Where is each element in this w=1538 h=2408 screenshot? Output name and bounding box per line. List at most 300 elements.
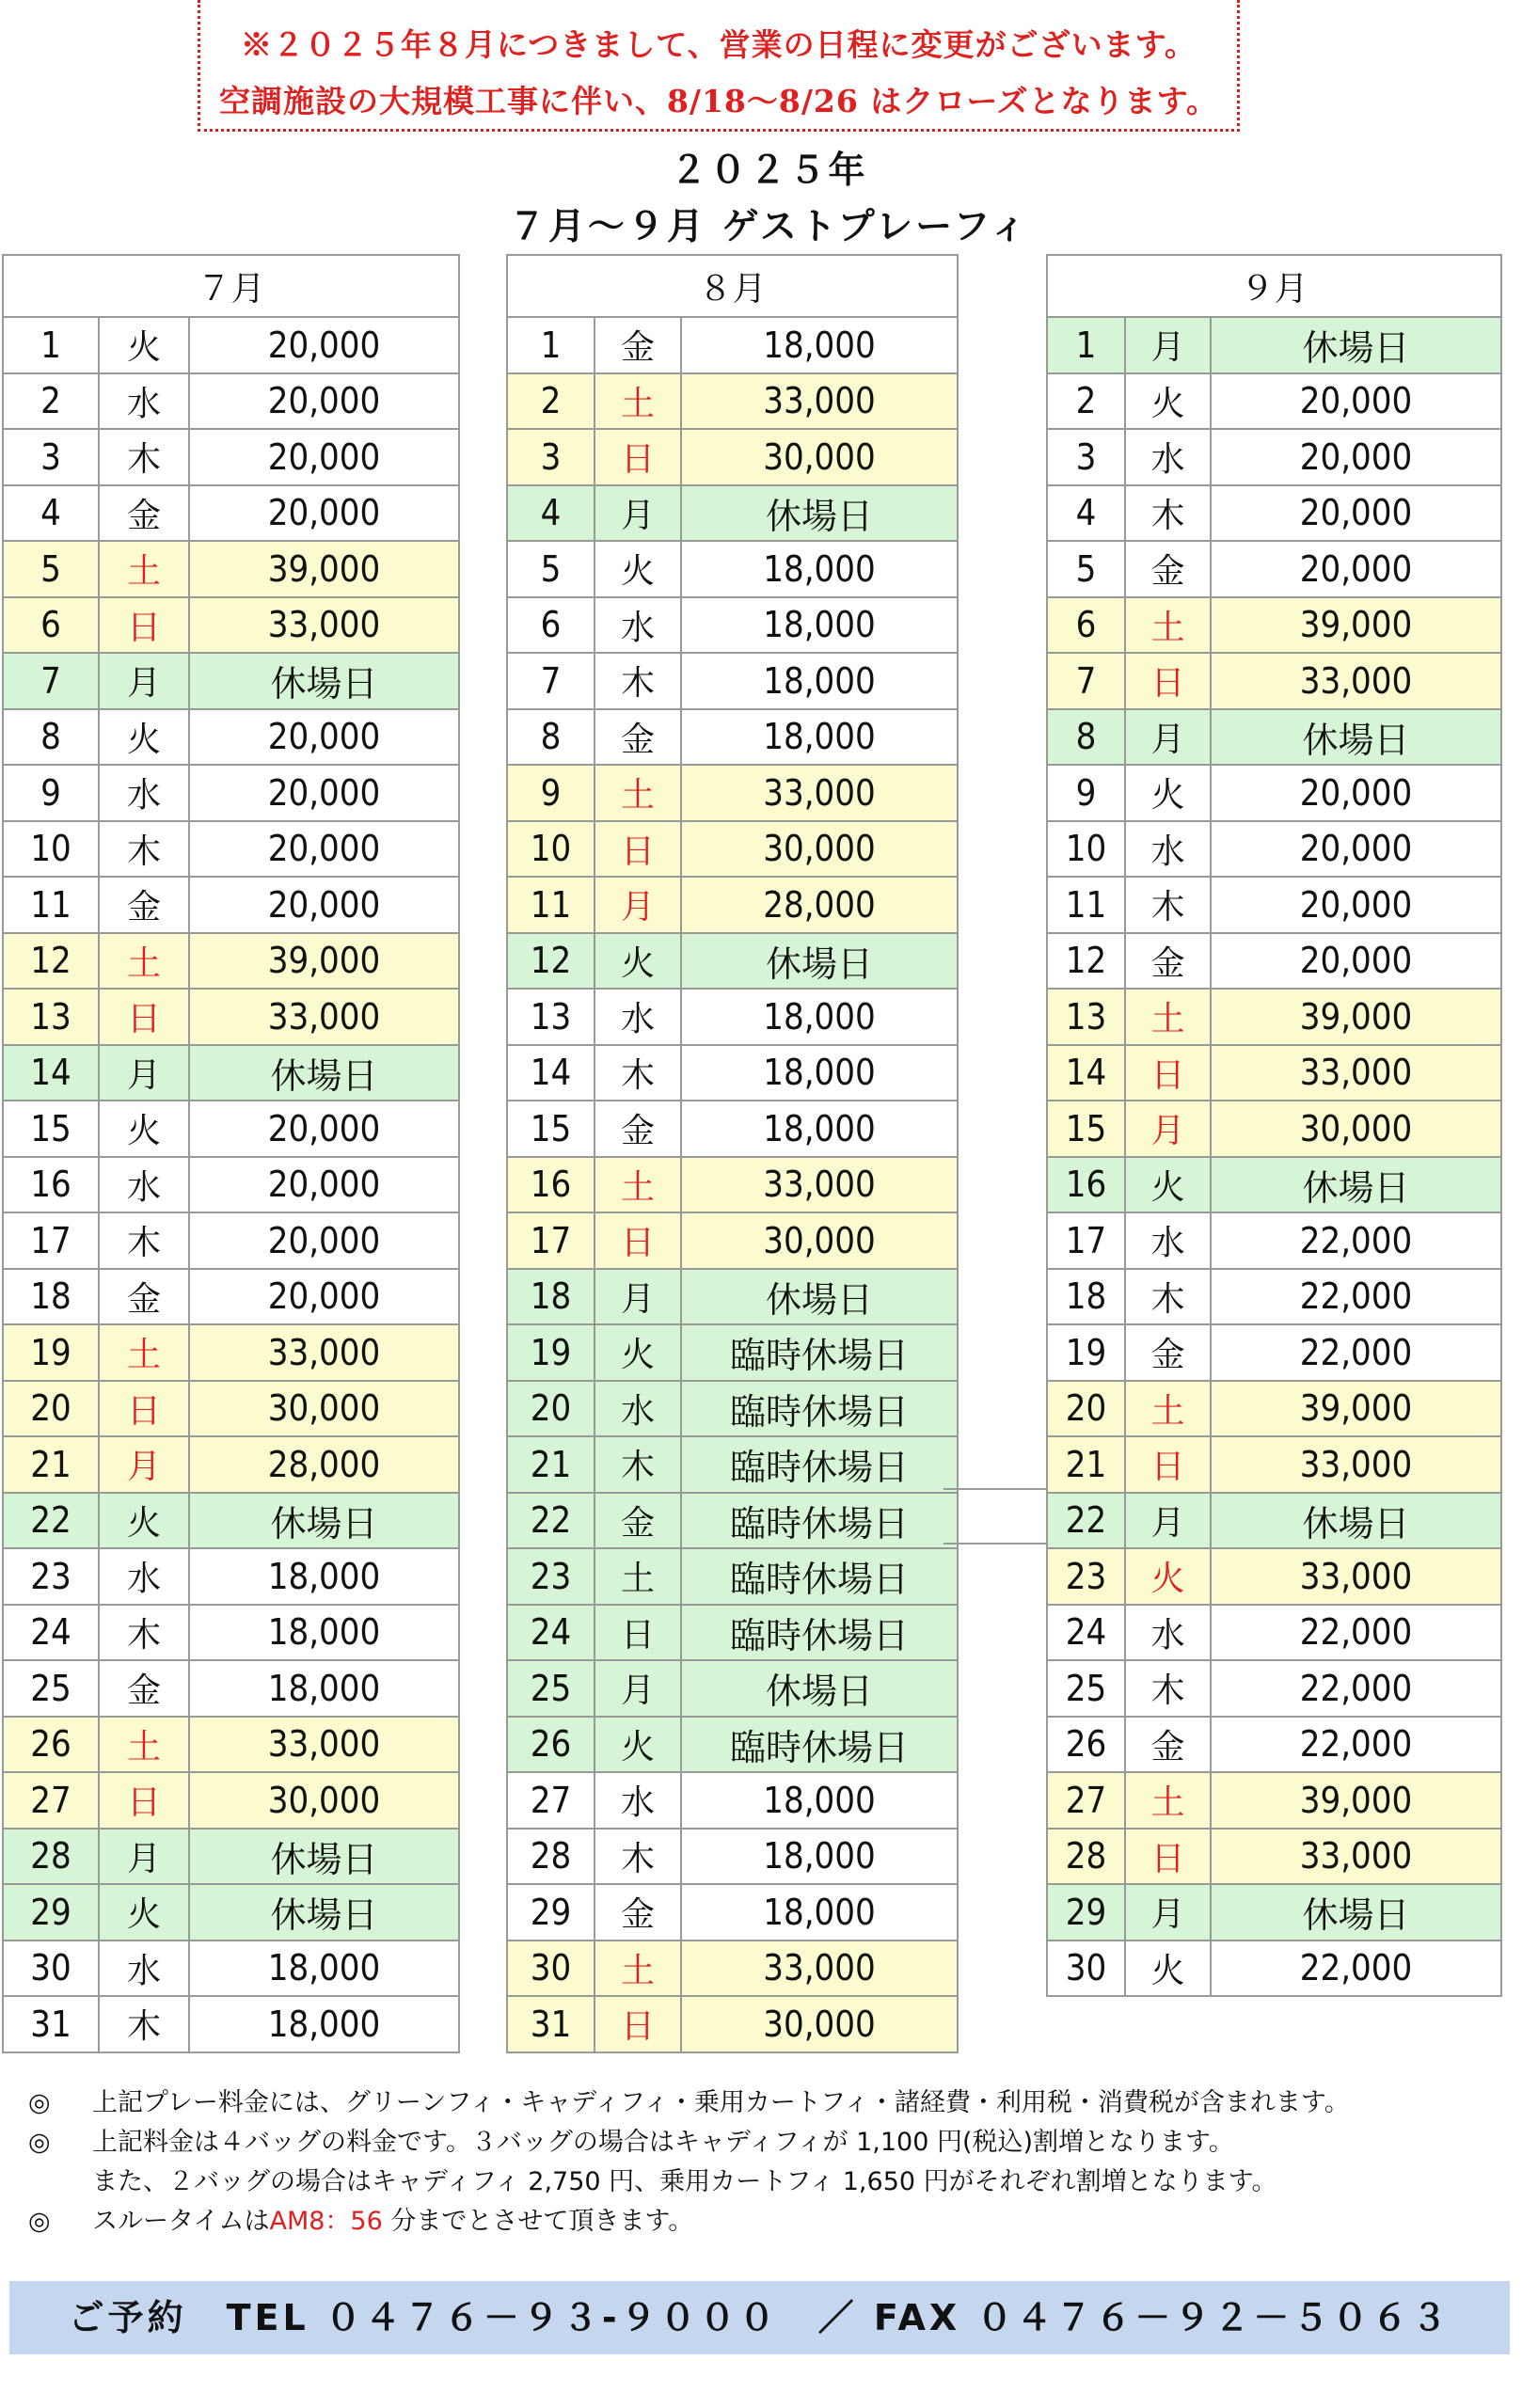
price-cell: 20,000	[1211, 877, 1501, 933]
table-row	[507, 821, 958, 878]
price-cell: 18,000	[189, 1660, 459, 1717]
price-cell: 30,000	[681, 821, 958, 878]
double-circle-icon: ◎	[28, 2088, 51, 2117]
row-connector-line	[943, 1543, 1046, 1545]
table-row	[3, 1605, 459, 1661]
price-cell: 33,000	[189, 597, 459, 654]
table-row	[3, 597, 459, 654]
date-cell: 10	[1047, 821, 1125, 878]
closed-cell: 臨時休場日	[681, 1493, 958, 1549]
weekday-cell: 月	[595, 485, 681, 542]
weekday-cell: 土	[1125, 989, 1211, 1045]
table-row	[3, 317, 459, 373]
date-cell: 19	[1047, 1324, 1125, 1381]
table-row	[507, 1157, 958, 1213]
price-cell: 18,000	[189, 1996, 459, 2052]
date-cell: 29	[1047, 1884, 1125, 1941]
table-row	[1047, 1101, 1501, 1157]
price-cell: 20,000	[1211, 765, 1501, 821]
date-cell: 29	[507, 1884, 595, 1941]
table-row	[1047, 709, 1501, 766]
date-cell: 5	[1047, 541, 1125, 597]
weekday-cell: 火	[99, 709, 189, 766]
weekday-cell: 日	[595, 821, 681, 878]
date-cell: 30	[3, 1941, 99, 1997]
date-cell: 25	[507, 1660, 595, 1717]
weekday-cell: 日	[1125, 1829, 1211, 1885]
date-cell: 10	[3, 821, 99, 878]
price-cell: 39,000	[189, 933, 459, 990]
table-row	[3, 1996, 459, 2052]
closed-cell: 臨時休場日	[681, 1605, 958, 1661]
price-cell: 20,000	[189, 485, 459, 542]
price-cell: 22,000	[1211, 1717, 1501, 1773]
table-row	[507, 1269, 958, 1325]
date-cell: 15	[3, 1101, 99, 1157]
weekday-cell: 水	[99, 1548, 189, 1605]
table-row	[507, 989, 958, 1045]
date-cell: 23	[507, 1548, 595, 1605]
table-row	[1047, 1157, 1501, 1213]
date-cell: 13	[507, 989, 595, 1045]
table-row	[507, 709, 958, 766]
date-cell: 30	[507, 1941, 595, 1997]
closed-cell: 臨時休場日	[681, 1548, 958, 1605]
weekday-cell: 木	[1125, 485, 1211, 542]
weekday-cell: 金	[595, 709, 681, 766]
price-cell: 28,000	[189, 1436, 459, 1493]
schedule-change-notice	[198, 0, 1240, 132]
price-cell: 33,000	[189, 1717, 459, 1773]
date-cell: 4	[1047, 485, 1125, 542]
closed-cell: 休場日	[189, 653, 459, 709]
date-cell: 9	[1047, 765, 1125, 821]
weekday-cell: 月	[1125, 709, 1211, 766]
price-cell: 33,000	[1211, 1548, 1501, 1605]
price-cell: 33,000	[681, 373, 958, 430]
date-cell: 25	[3, 1660, 99, 1717]
weekday-cell: 月	[99, 1829, 189, 1885]
date-cell: 2	[3, 373, 99, 430]
date-cell: 17	[507, 1212, 595, 1269]
august-fee-table	[506, 254, 959, 2053]
weekday-cell: 月	[99, 1436, 189, 1493]
price-cell: 20,000	[1211, 933, 1501, 990]
weekday-cell: 土	[99, 1324, 189, 1381]
table-row	[1047, 1324, 1501, 1381]
weekday-cell: 火	[1125, 1941, 1211, 1997]
date-cell: 1	[1047, 317, 1125, 373]
weekday-cell: 火	[99, 1884, 189, 1941]
price-cell: 20,000	[189, 429, 459, 485]
table-row	[507, 1996, 958, 2052]
weekday-cell: 木	[99, 1212, 189, 1269]
table-row	[1047, 1884, 1501, 1941]
date-cell: 31	[507, 1996, 595, 2052]
date-cell: 7	[3, 653, 99, 709]
date-cell: 9	[3, 765, 99, 821]
date-cell: 8	[3, 709, 99, 766]
date-cell: 1	[507, 317, 595, 373]
table-row	[507, 653, 958, 709]
table-row	[3, 485, 459, 542]
table-row	[1047, 429, 1501, 485]
table-row	[507, 373, 958, 430]
weekday-cell: 金	[1125, 933, 1211, 990]
date-cell: 6	[1047, 597, 1125, 654]
table-row	[507, 317, 958, 373]
table-row	[1047, 933, 1501, 990]
price-cell: 33,000	[1211, 1045, 1501, 1101]
weekday-cell: 水	[1125, 821, 1211, 878]
weekday-cell: 水	[595, 1381, 681, 1437]
weekday-cell: 火	[1125, 1548, 1211, 1605]
date-cell: 29	[3, 1884, 99, 1941]
note-2-text: 上記料金は４バッグの料金です。３バッグの場合はキャディフィが 1,100 円(税込)割増となります。	[92, 2128, 1234, 2157]
date-cell: 19	[507, 1324, 595, 1381]
date-cell: 8	[1047, 709, 1125, 766]
table-row	[3, 1660, 459, 1717]
weekday-cell: 金	[595, 1493, 681, 1549]
weekday-cell: 木	[595, 1045, 681, 1101]
table-row	[507, 1605, 958, 1661]
weekday-cell: 土	[99, 933, 189, 990]
date-cell: 22	[1047, 1493, 1125, 1549]
closed-cell: 休場日	[189, 1884, 459, 1941]
price-cell: 18,000	[681, 1884, 958, 1941]
date-cell: 20	[3, 1381, 99, 1437]
price-cell: 33,000	[1211, 1436, 1501, 1493]
weekday-cell: 水	[1125, 1605, 1211, 1661]
date-cell: 12	[507, 933, 595, 990]
notice-line-1: ※２０２５年８月につきまして、営業の日程に変更がございます。	[240, 26, 1197, 63]
table-row	[507, 1324, 958, 1381]
price-cell: 30,000	[681, 429, 958, 485]
price-cell: 33,000	[189, 989, 459, 1045]
weekday-cell: 火	[99, 317, 189, 373]
weekday-cell: 月	[1125, 1101, 1211, 1157]
table-row	[3, 821, 459, 878]
weekday-cell: 木	[99, 429, 189, 485]
price-cell: 20,000	[1211, 821, 1501, 878]
closed-cell: 休場日	[681, 485, 958, 542]
weekday-cell: 水	[1125, 1212, 1211, 1269]
weekday-cell: 金	[1125, 541, 1211, 597]
date-cell: 16	[1047, 1157, 1125, 1213]
table-row	[3, 1157, 459, 1213]
table-row	[507, 1212, 958, 1269]
date-cell: 21	[1047, 1436, 1125, 1493]
weekday-cell: 火	[595, 1717, 681, 1773]
double-circle-icon: ◎	[28, 2128, 51, 2157]
price-cell: 18,000	[681, 653, 958, 709]
table-row	[3, 933, 459, 990]
table-row	[1047, 317, 1501, 373]
table-row	[1047, 597, 1501, 654]
weekday-cell: 水	[99, 1157, 189, 1213]
weekday-cell: 木	[99, 821, 189, 878]
closed-cell: 休場日	[1211, 1157, 1501, 1213]
date-cell: 17	[1047, 1212, 1125, 1269]
price-cell: 18,000	[189, 1548, 459, 1605]
closed-cell: 休場日	[1211, 709, 1501, 766]
table-row	[3, 1548, 459, 1605]
weekday-cell: 木	[99, 1605, 189, 1661]
weekday-cell: 火	[595, 541, 681, 597]
closed-cell: 臨時休場日	[681, 1717, 958, 1773]
weekday-cell: 火	[99, 1101, 189, 1157]
weekday-cell: 日	[1125, 1436, 1211, 1493]
weekday-cell: 木	[99, 1996, 189, 2052]
weekday-cell: 日	[595, 1212, 681, 1269]
table-row	[3, 989, 459, 1045]
closed-cell: 臨時休場日	[681, 1381, 958, 1437]
price-cell: 22,000	[1211, 1660, 1501, 1717]
date-cell: 18	[507, 1269, 595, 1325]
date-cell: 13	[3, 989, 99, 1045]
table-row	[1047, 1045, 1501, 1101]
table-row	[507, 1660, 958, 1717]
date-cell: 28	[3, 1829, 99, 1885]
weekday-cell: 火	[595, 1324, 681, 1381]
weekday-cell: 月	[595, 1660, 681, 1717]
weekday-cell: 木	[1125, 1660, 1211, 1717]
table-row	[507, 1101, 958, 1157]
table-row	[1047, 1493, 1501, 1549]
price-cell: 20,000	[189, 709, 459, 766]
double-circle-icon: ◎	[28, 2207, 51, 2236]
date-cell: 18	[1047, 1269, 1125, 1325]
date-cell: 27	[1047, 1772, 1125, 1829]
table-row	[3, 1493, 459, 1549]
reservation-contact-text: ご予約 TEL ０４７６－９３-９０００ ／ FAX ０４７６－９２－５０６３	[68, 2297, 1451, 2338]
page-title-year: ２０２５年	[670, 150, 868, 192]
weekday-cell: 木	[1125, 1269, 1211, 1325]
price-cell: 22,000	[1211, 1324, 1501, 1381]
price-cell: 39,000	[1211, 597, 1501, 654]
note-4-suffix: 分までとさせて頂きます。	[382, 2207, 694, 2236]
table-row	[1047, 877, 1501, 933]
date-cell: 12	[3, 933, 99, 990]
closed-cell: 休場日	[189, 1829, 459, 1885]
table-row	[507, 1717, 958, 1773]
table-row	[507, 429, 958, 485]
notice-line-2: 空調施設の大規模工事に伴い、8/18～8/26 はクローズとなります。	[218, 83, 1219, 119]
table-row	[3, 1717, 459, 1773]
weekday-cell: 日	[595, 429, 681, 485]
weekday-cell: 月	[1125, 1884, 1211, 1941]
table-row	[507, 1548, 958, 1605]
date-cell: 20	[1047, 1381, 1125, 1437]
price-cell: 20,000	[189, 1269, 459, 1325]
july-fee-table	[2, 254, 460, 2053]
weekday-cell: 日	[1125, 653, 1211, 709]
date-cell: 30	[1047, 1941, 1125, 1997]
weekday-cell: 金	[595, 1884, 681, 1941]
price-cell: 30,000	[681, 1212, 958, 1269]
table-row	[3, 1045, 459, 1101]
table-row	[507, 1829, 958, 1885]
month-header-july: ７月	[3, 255, 459, 317]
price-cell: 33,000	[1211, 653, 1501, 709]
note-3-text: また、２バッグの場合はキャディフィ 2,750 円、乗用カートフィ 1,650 円がそれぞれ割増となります。	[92, 2167, 1277, 2196]
weekday-cell: 土	[99, 1717, 189, 1773]
date-cell: 21	[3, 1436, 99, 1493]
table-row	[1047, 1212, 1501, 1269]
price-cell: 28,000	[681, 877, 958, 933]
price-cell: 33,000	[681, 1157, 958, 1213]
date-cell: 5	[3, 541, 99, 597]
weekday-cell: 金	[99, 877, 189, 933]
weekday-cell: 日	[99, 989, 189, 1045]
date-cell: 31	[3, 1996, 99, 2052]
date-cell: 12	[1047, 933, 1125, 990]
table-row	[3, 373, 459, 430]
table-row	[1047, 1548, 1501, 1605]
closed-cell: 臨時休場日	[681, 1324, 958, 1381]
table-row	[3, 1772, 459, 1829]
date-cell: 3	[1047, 429, 1125, 485]
date-cell: 10	[507, 821, 595, 878]
price-cell: 18,000	[681, 1045, 958, 1101]
price-cell: 18,000	[681, 317, 958, 373]
weekday-cell: 水	[595, 597, 681, 654]
weekday-cell: 土	[595, 373, 681, 430]
weekday-cell: 火	[99, 1493, 189, 1549]
price-cell: 18,000	[681, 989, 958, 1045]
table-row	[1047, 1941, 1501, 1997]
table-row	[507, 877, 958, 933]
weekday-cell: 金	[99, 1269, 189, 1325]
table-row	[507, 1772, 958, 1829]
price-cell: 22,000	[1211, 1605, 1501, 1661]
closed-cell: 臨時休場日	[681, 1436, 958, 1493]
table-row	[507, 933, 958, 990]
table-row	[1047, 485, 1501, 542]
table-row	[3, 877, 459, 933]
table-row	[3, 541, 459, 597]
price-cell: 30,000	[189, 1381, 459, 1437]
weekday-cell: 木	[595, 1436, 681, 1493]
table-row	[1047, 821, 1501, 878]
price-cell: 18,000	[681, 1101, 958, 1157]
weekday-cell: 土	[595, 1548, 681, 1605]
table-row	[1047, 1605, 1501, 1661]
table-row	[507, 1045, 958, 1101]
price-cell: 20,000	[189, 373, 459, 430]
table-row	[3, 429, 459, 485]
weekday-cell: 木	[1125, 877, 1211, 933]
price-cell: 18,000	[681, 709, 958, 766]
table-row	[3, 1884, 459, 1941]
weekday-cell: 水	[1125, 429, 1211, 485]
closed-cell: 休場日	[681, 933, 958, 990]
price-cell: 20,000	[189, 821, 459, 878]
price-cell: 22,000	[1211, 1269, 1501, 1325]
price-cell: 20,000	[189, 1101, 459, 1157]
weekday-cell: 日	[1125, 1045, 1211, 1101]
date-cell: 3	[507, 429, 595, 485]
date-cell: 4	[3, 485, 99, 542]
note-3	[28, 2162, 1514, 2202]
price-cell: 30,000	[1211, 1101, 1501, 1157]
closed-cell: 休場日	[189, 1493, 459, 1549]
weekday-cell: 土	[595, 1941, 681, 1997]
weekday-cell: 日	[99, 597, 189, 654]
date-cell: 11	[1047, 877, 1125, 933]
weekday-cell: 土	[1125, 1772, 1211, 1829]
table-row	[1047, 653, 1501, 709]
table-row	[507, 1884, 958, 1941]
table-row	[3, 1381, 459, 1437]
weekday-cell: 火	[1125, 373, 1211, 430]
table-row	[1047, 541, 1501, 597]
price-cell: 39,000	[189, 541, 459, 597]
closed-cell: 休場日	[1211, 317, 1501, 373]
table-row	[507, 1493, 958, 1549]
date-cell: 2	[1047, 373, 1125, 430]
date-cell: 16	[3, 1157, 99, 1213]
date-cell: 14	[1047, 1045, 1125, 1101]
date-cell: 19	[3, 1324, 99, 1381]
table-row	[507, 541, 958, 597]
price-cell: 18,000	[189, 1941, 459, 1997]
date-cell: 15	[1047, 1101, 1125, 1157]
table-row	[507, 485, 958, 542]
september-fee-table	[1046, 254, 1502, 1997]
weekday-cell: 金	[1125, 1717, 1211, 1773]
weekday-cell: 木	[595, 653, 681, 709]
weekday-cell: 水	[99, 373, 189, 430]
month-header-august: ８月	[507, 255, 958, 317]
page-title: ７月～９月 ゲストプレーフィ	[508, 206, 1030, 248]
weekday-cell: 日	[595, 1996, 681, 2052]
note-2	[28, 2123, 1514, 2162]
date-cell: 24	[1047, 1605, 1125, 1661]
table-row	[1047, 1717, 1501, 1773]
weekday-cell: 月	[99, 653, 189, 709]
date-cell: 27	[3, 1772, 99, 1829]
note-4-text: スルータイムは	[92, 2207, 270, 2236]
price-cell: 20,000	[1211, 541, 1501, 597]
date-cell: 23	[1047, 1548, 1125, 1605]
weekday-cell: 火	[595, 933, 681, 990]
date-cell: 6	[3, 597, 99, 654]
date-cell: 27	[507, 1772, 595, 1829]
row-connector-line	[943, 1488, 1046, 1490]
closed-cell: 休場日	[681, 1660, 958, 1717]
date-cell: 21	[507, 1436, 595, 1493]
table-row	[1047, 765, 1501, 821]
date-cell: 11	[507, 877, 595, 933]
date-cell: 3	[3, 429, 99, 485]
weekday-cell: 月	[1125, 317, 1211, 373]
weekday-cell: 土	[1125, 597, 1211, 654]
price-cell: 33,000	[1211, 1829, 1501, 1885]
weekday-cell: 木	[595, 1829, 681, 1885]
table-row	[507, 1941, 958, 1997]
table-row	[3, 1324, 459, 1381]
price-cell: 30,000	[189, 1772, 459, 1829]
table-row	[3, 653, 459, 709]
date-cell: 14	[507, 1045, 595, 1101]
price-cell: 20,000	[1211, 485, 1501, 542]
price-cell: 20,000	[1211, 429, 1501, 485]
closed-cell: 休場日	[1211, 1884, 1501, 1941]
date-cell: 7	[1047, 653, 1125, 709]
date-cell: 24	[3, 1605, 99, 1661]
price-cell: 20,000	[189, 1212, 459, 1269]
